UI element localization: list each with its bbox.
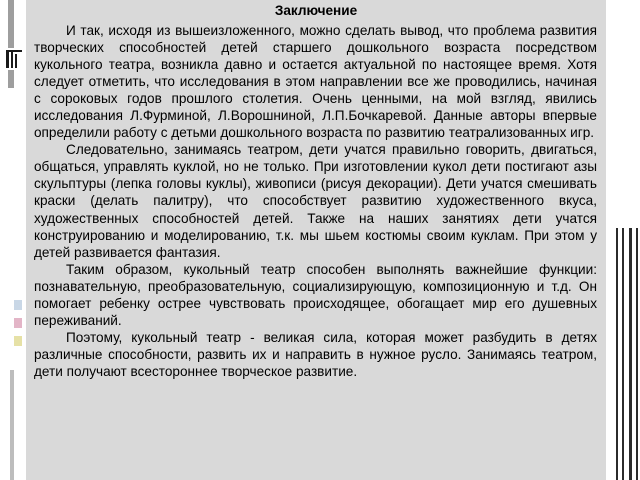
left-decor-strip xyxy=(0,0,26,480)
frame-line xyxy=(629,228,632,480)
decor-bar-blue xyxy=(14,300,22,310)
paragraph-2: Следовательно, занимаясь театром, дети учатся правильно говорить, двигаться, общаться, управлять куклой, но не только. При изготовлении кукол дети постигают азы скульптуры (лепка головы куклы), живописи (рисуя декорации). Дети учатся смешивать краски (делать палитру), что способствует развитию художественного вкуса, художественных способностей детей. Также на наших занятиях дети учатся конструированию и моделированию, т.к. мы шьем костюмы своим куклам. При этом у детей развивается фантазия. xyxy=(34,142,597,260)
document-body xyxy=(34,22,597,380)
decor-bar-yellow xyxy=(14,336,22,346)
paragraph-4: Поэтому, кукольный театр - великая сила, которая может разбудить в детях различные способности, развить их и направить в нужное русло. Занимаясь театром, дети получают всестороннее творческое развитие. xyxy=(34,329,597,379)
paragraph-3: Таким образом, кукольный театр способен выполнять важнейшие функции: познавательную, преобразовательную, социализирующую, композиционную и т.д. Он помогает ребенку острее чувствовать происходящее, обогащает мир его душевных переживаний. xyxy=(34,261,597,328)
decor-bar-gray xyxy=(8,0,14,88)
frame-line xyxy=(616,228,618,480)
document-title: Заключение xyxy=(274,3,358,18)
text-panel xyxy=(26,0,606,480)
frame-corner-icon xyxy=(4,48,24,70)
decor-bar-gray-low xyxy=(10,370,14,480)
frame-line xyxy=(636,228,638,480)
right-decor-frame xyxy=(612,228,640,480)
frame-line xyxy=(622,228,624,480)
paragraph-1: И так, исходя из вышеизложенного, можно сделать вывод, что проблема развития творческих способностей детей старшего дошкольного возраста посредством кукольного театра, возникла давно и остается актуальной по настоящее время. Хотя следует отметить, что исследования в этом направлении все же проводились, начиная с сороковых годов прошлого столетия. Очень ценными, на мой взгляд, явились исследования Л.Фурминой, Л.Ворошниной, Л.П.Бочкаревой. Данные авторы впервые определили работу с детьми дошкольного возраста по развитию театрализованных игр. xyxy=(34,23,597,141)
decor-bar-pink xyxy=(14,318,22,328)
